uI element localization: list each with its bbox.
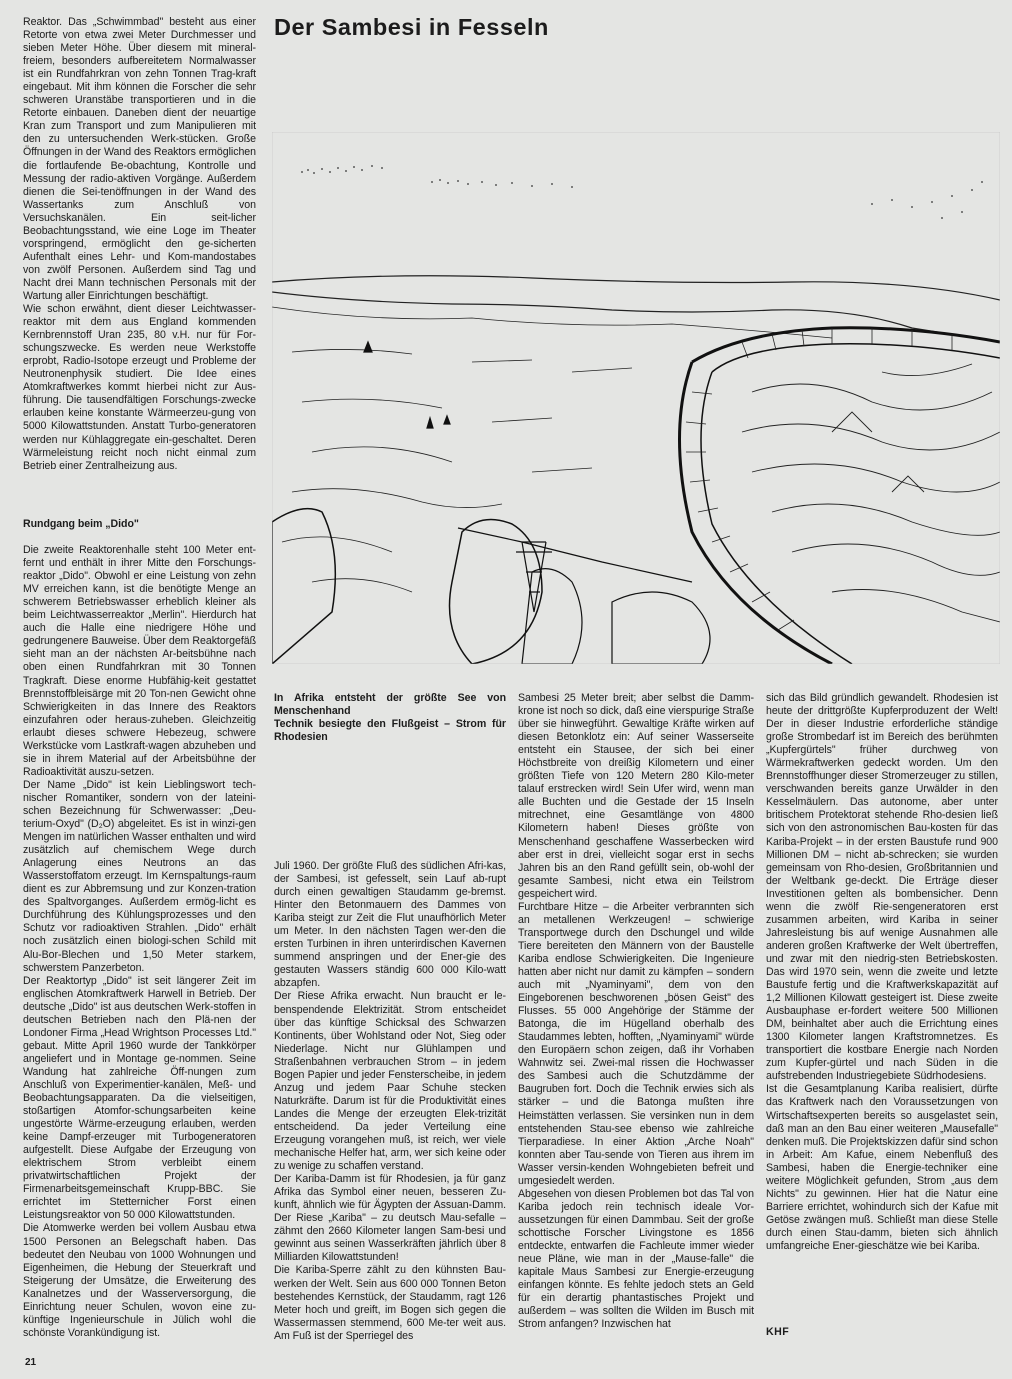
article-column-3 — [766, 692, 998, 1253]
article-title: Der Sambesi in Fesseln — [274, 14, 549, 40]
paragraph: Die Kariba-Sperre zählt zu den kühnsten Bau-werken der Welt. Sein aus 600 000 Tonnen Beton bestehendes Kernstück, der Staudamm, ragt 126 Meter hoch und greift, im Bogen sich gegen die Wassermassen stemmend, 600 Me-ter weit aus. Am Fuß ist der Sperriegel des — [274, 1264, 506, 1342]
paragraph: Wie schon erwähnt, dient dieser Leichtwasser-reaktor mit dem aus England kommenden Kernbrennstoff Uran 235, 80 v.H. nur für For-schungszwecke. Es werden neue Werkstoffe erprobt, Radio-Isotope erzeugt und Probleme der Neutronenphysik studiert. Die Idee eines Atomkraftwerkes kommt hierbei nicht zur Aus-führung. Die tausendfältigen Forschungs-zwecke erlauben keine konstante Wärmeerzeu-gung von 5000 Kilowattstunden. Anstatt Turbo-generatoren werden nur Kühlaggregate ein-geschaltet. Deren Wärmeleistung reicht noch nicht einmal zum Betrieb einer Zentralheizung aus. — [23, 303, 256, 472]
left-column-top — [23, 16, 256, 473]
article-column-1 — [274, 860, 506, 1343]
left-column-bottom — [23, 518, 256, 1340]
paragraph: Reaktor. Das „Schwimmbad" besteht aus einer Retorte von etwa zwei Meter Durchmesser und sieben Meter Höhe. Über diesem mit mineral-freiem, besonders aufbereitetem Normalwasser ist ein Rundfahrkran von zehn Tonnen Trag-kraft eingebaut. Mit ihm können die Forscher die sehr schweren Uranstäbe transportieren und in die Retorte einbauen. Daneben dient der neuartige Kran zum Transport und zum Manipulieren mit den zu untersuchenden Werk-stücken. Große Öffnungen in der Wand des Reaktors ermöglichen die fortlaufende Be-obachtung, Kontrolle und Messung der radio-aktiven Vorgänge. Außerdem dienen die Sei-tenöffnungen in der Wand des Wassertanks zum Anschluß von Versuchskanälen. Ein seit-licher Beobachtungsstand, wie eine Loge im Theater vorspringend, ermöglicht den ge-sicherten Aufenthalt eines Lehr- und Kom-mandostabes von zwölf Personen. Außerdem sind Tag und Nacht drei Mann technischen Personals mit der Wartung aller Einrichtungen beschäftigt. — [23, 16, 256, 302]
headline-line: In Afrika entsteht der größte See von Menschenhand — [274, 692, 506, 718]
paragraph: Furchtbare Hitze – die Arbeiter verbrannten sich an metallenen Werkzeugen! – schwierige Transportwege durch den Dschungel und wilde Tiere bereiteten den Männern von der Baustelle Kariba endlose Schwierigkeiten. Die Ingenieure hatten aber nicht nur damit zu kämpfen – sondern auch mit „Nyaminyami", dem von den Eingeborenen beschworenen „bösen Geist" des Flusses. 55 000 Angehörige der Stämme der Batonga, die im Hügelland oberhalb des Staudammes lebten, hofften, „Nyaminyami" würde den Europäern schon zeigen, daß ihr Vorhaben Wahnwitz sei. Zwei-mal rissen die Hochwasser des Sambesi auch die Schutzdämme der Baugruben fort. Doch die Technik erwies sich als stärker – und die Batonga mußten ihre Heimstätten verlassen. Sie versinken nun in dem entstehenden Stau-see ebenso wie zahlreiche Tierparadiese. In einer Aktion „Arche Noah" konnten aber Tau-sende von Tieren aus ihrem im Wasser versin-kenden Wohngebieten befreit und umgesiedelt werden. — [518, 900, 754, 1187]
headline-line: Technik besiegte den Flußgeist – Strom für Rhodesien — [274, 718, 506, 744]
paragraph: Der Reaktortyp „Dido" ist seit längerer Zeit im englischen Atomkraftwerk Harwell in Betrieb. Der deutsche „Dido" ist aus deutschen Werk-stoffen in deutschen Betrieben nach den Plä-nen der Londoner Firma „Head Wrightson Processes Ltd." gebaut. Mitte April 1960 wurde der Tankkörper angeliefert und in Montage ge-nommen. Seine Wandung hat zahlreiche Öff-nungen zum Anschluß von Experimentier-kanälen, Meß- und Beobachtungsapparaten. Da die vielseitigen, stoßartigen Atomfor-schungsarbeiten keine ungestörte Wärme-erzeugung erlauben, werden keine Dampf-erzeuger mit Turbogeneratoren aufgestellt. Diese Aufgabe der Erzeugung von elektrischem Strom verbleibt einem privatwirtschaftlichen Projekt der Firmenarbeitsgemeinschaft Krupp-BBC. Sie errichtet im Stetternicher Forst einen Leistungsreaktor von 50 000 Kilowattstunden. — [23, 974, 256, 1222]
article-column-2 — [518, 692, 754, 1331]
section-subheading: Rundgang beim „Dido" — [23, 518, 139, 530]
paragraph: Die Atomwerke werden bei vollem Ausbau etwa 1500 Personen an Belegschaft haben. Das bedeutet den Neubau von 1000 Wohnungen und Eigenheimen, die Hebung der Steuerkraft und Steigerung der Umsätze, die Erweiterung des Kanalnetzes und der Wasserversorgung, die Einrichtung neuer Schulen, wovon eine zu-künftige Ingenieurschule in Jülich wohl die schönste Vorankündigung ist. — [23, 1222, 256, 1339]
paragraph: Der Kariba-Damm ist für Rhodesien, ja für ganz Afrika das Symbol einer neuen, besseren Zu-kunft, ähnlich wie für Ägypten der Assuan-Damm. Der Riese „Kariba" – zu deutsch Mau-sefalle – zähmt den 2660 Kilometer langen Sam-besi und gewinnt aus seinen Wasserkräften jährlich über 8 Milliarden Kilowattstunden! — [274, 1173, 506, 1264]
dam-illustration — [272, 132, 1000, 664]
paragraph: Der Name „Dido" ist kein Lieblingswort tech-nischer Romantiker, sondern von der lateini-schen Bezeichnung für Schwerwasser: „Deu-terium-Oxyd" (D₂O) abgeleitet. Es ist in winzi-gen Mengen im natürlichen Wasser enthalten und wird zusätzlich auf chemischem Wege durch Anlagerung eines Neutrons an das Wasserstoffatom erzeugt. Im Kernspaltungs-raum dient es zur Abbremsung und zur Konzen-tration des Spaltvorganges. Außerdem ermög-licht es Durchführung des Kühlungsprozesses und den Schutz vor radioaktiven Strahlen. „Dido" erhält noch zusätzlich einen biologi-schen Schild mit Alu-Bor-Blechen und 1,50 Meter starkem, schwerstem Panzerbeton. — [23, 778, 256, 974]
author-signature: KHF — [766, 1326, 790, 1338]
paragraph: Juli 1960. Der größte Fluß des südlichen Afri-kas, der Sambesi, ist gefesselt, sein Lauf ab-rupt durch einen gewaltigen Staudamm ge-bremst. Hinter den Betonmauern des Dammes von Kariba steigt zur Zeit die Flut unaufhörlich Meter um Meter. In den nächsten Tagen wer-den die ersten Turbinen in ihren unterirdischen Kavernen summend anspringen und der Ener-gie des gestauten Wassers ständig 600 000 Kilo-watt abzapfen. — [274, 860, 506, 990]
paragraph: Ist die Gesamtplanung Kariba realisiert, dürfte das Kraftwerk nach den Voraussetzungen von Wirtschaftsexperten bereits so ausgelastet sein, daß man an den Bau einer weiteren „Mausefalle" denken muß. Die Projektskizzen dafür sind schon in Arbeit: Am Kafue, einem Nebenfluß des Sambesi, haben die Energie-techniker eine weitere Möglichkeit gefunden, Strom „aus dem Nichts" zu gewinnen. Hier hat die Natur eine Barriere errichtet, wohindurch sich der Kafue mit Getöse zwängen muß. Schließt man diese Stelle durch einen Stau-damm, bieten sich ähnlich umfangreiche Ener-gieschätze wie bei Kariba. — [766, 1083, 998, 1252]
paragraph: sich das Bild gründlich gewandelt. Rhodesien ist heute der drittgrößte Kupferproduzent der Welt! Der in dieser Industrie erforderliche ständige große Strombedarf ist im Bereich des berühmten „Kupfergürtels" früher durchweg von Wärmekraftwerken gedeckt worden. Um den Brennstoffhunger dieser Stromerzeuger zu stillen, verschwanden bereits ganze Urwälder in den Kesselmäulern. Das autonome, aber unter britischem Protektorat stehende Rho-desien ließ sich von den astronomischen Bau-kosten für das Kariba-Projekt – in der ersten Baustufe rund 900 Millionen DM – nicht ab-schrecken; sie wurden gemeinsam von Rho-desien, Großbritannien und der Weltbank ge-deckt. Die Erträge dieser Investitionen gelten als bombensicher. Denn wenn die zwölf Rie-sengeneratoren erst zusammen arbeiten, wird Kariba in seiner Jahresleistung bis auf wenige Ausnahmen alle anderen großen Kraftwerke der Welt übertreffen, und zwar mit den niedrig-sten Betriebskosten. Das wird 1970 sein, wenn die zweite und letzte Baustufe fertig und die Kraftwerkskapazität auf 1,2 Millionen Kilowatt gesteigert ist. Diese zweite Ausbauphase er-fordert weitere 500 Millionen DM, beinhaltet aber auch die Errichtung eines 1300 Kilometer langen Kraftstromnetzes. Es transportiert die kostbare Energie nach Norden zum Kupfer-gürtel und nach Süden in die aufstrebenden Industriegebiete Südrhodesiens. — [766, 692, 998, 1083]
paragraph: Sambesi 25 Meter breit; aber selbst die Damm-krone ist noch so dick, daß eine vierspurige Straße über sie hinwegführt. Gewaltige Kräfte wirken auf diesen Betonklotz ein: Auf seiner Wasserseite entsteht ein Stausee, der sich bei einer Höchstbreite von dreißig Kilometern und einer größten Tiefe von 120 Metern 280 Kilo-meter talauf erstrecken wird! Sein Ufer wird, wenn man alle Buchten und die Gestade der 15 Inseln mitrechnet, eine Gesamtlänge von 4800 Kilometern haben! Dieses größte von Menschenhand geschaffene Wasserbecken wird aber erst in drei, vielleicht sogar erst in sechs Jahren bis an den Rand gefüllt sein, ob-wohl der gesamte Sambesi, nicht etwa ein Teilstrom gespeichert wird. — [518, 692, 754, 900]
article-headline — [274, 692, 506, 744]
paragraph: Die zweite Reaktorenhalle steht 100 Meter ent-fernt und enthält in ihrer Mitte den Forschungs-reaktor „Dido". Obwohl er eine Leistung von zehn MV erreichen kann, ist die benötigte Menge an schwerem Betriebswasser erheblich kleiner als beim Leichtwasserreaktor „Merlin". Hierdurch hat auch die Halle eine niedrigere Höhe und gedrungenere Bauweise. Über dem Reaktorgefäß sieht man an der nächsten Ar-beitsbühne nach oben einen Rundfahrkran mit 30 Tonnen Tragkraft. Diese enorme Hubfähig-keit gestattet Brennstoffbleisärge mit 20 Ton-nen Gewicht ohne Schwierigkeiten in das Innere des Reaktors einzufahren oder heraus-zuheben. Gleichzeitig erlaubt dieses schwere Hebezeug, schwere Werkstücke vom Lastkraft-wagen abzuheben und sie in ihrem Material auf der Arbeitsbühne der Radioaktivität auszu-setzen. — [23, 544, 256, 778]
page-number: 21 — [25, 1357, 37, 1368]
paragraph: Der Riese Afrika erwacht. Nun braucht er le-benspendende Elektrizität. Strom entscheidet über das künftige Schicksal des Schwarzen Kontinents, über Wohlstand oder Not, Sieg oder Niederlage. Nicht nur Glühlampen und Straßenbahnen verbrauchen Strom – in jedem Bogen Papier und jeder Fensterscheibe, in jedem Anzug und jedem Paar Schuhe stecken Naturkräfte. Darum ist für die Produktivität eines Landes die Menge der erzeugten Elek-trizität entscheidend. Da jeder Verteilung eine Erzeugung vorangehen muß, ist reich, wer viele mechanische Helfer hat, arm, wer sich keine oder zu wenige zu schaffen verstand. — [274, 990, 506, 1173]
paragraph: Abgesehen von diesen Problemen bot das Tal von Kariba jedoch rein technisch ideale Vor-aussetzungen für einen Dammbau. Seit der große schottische Forscher Livingstone es 1856 entdeckte, entwarfen die Fachleute immer wieder neue Pläne, wie man in der „Mause-falle" die kapitale Maus Sambesi zur Energie-erzeugung einfangen könnte. Es fehlte jedoch stets an Geld für ein derartig phantastisches Projekt und außerdem – was sollten die Wilden im Busch mit Strom anfangen? Inzwischen hat — [518, 1187, 754, 1331]
